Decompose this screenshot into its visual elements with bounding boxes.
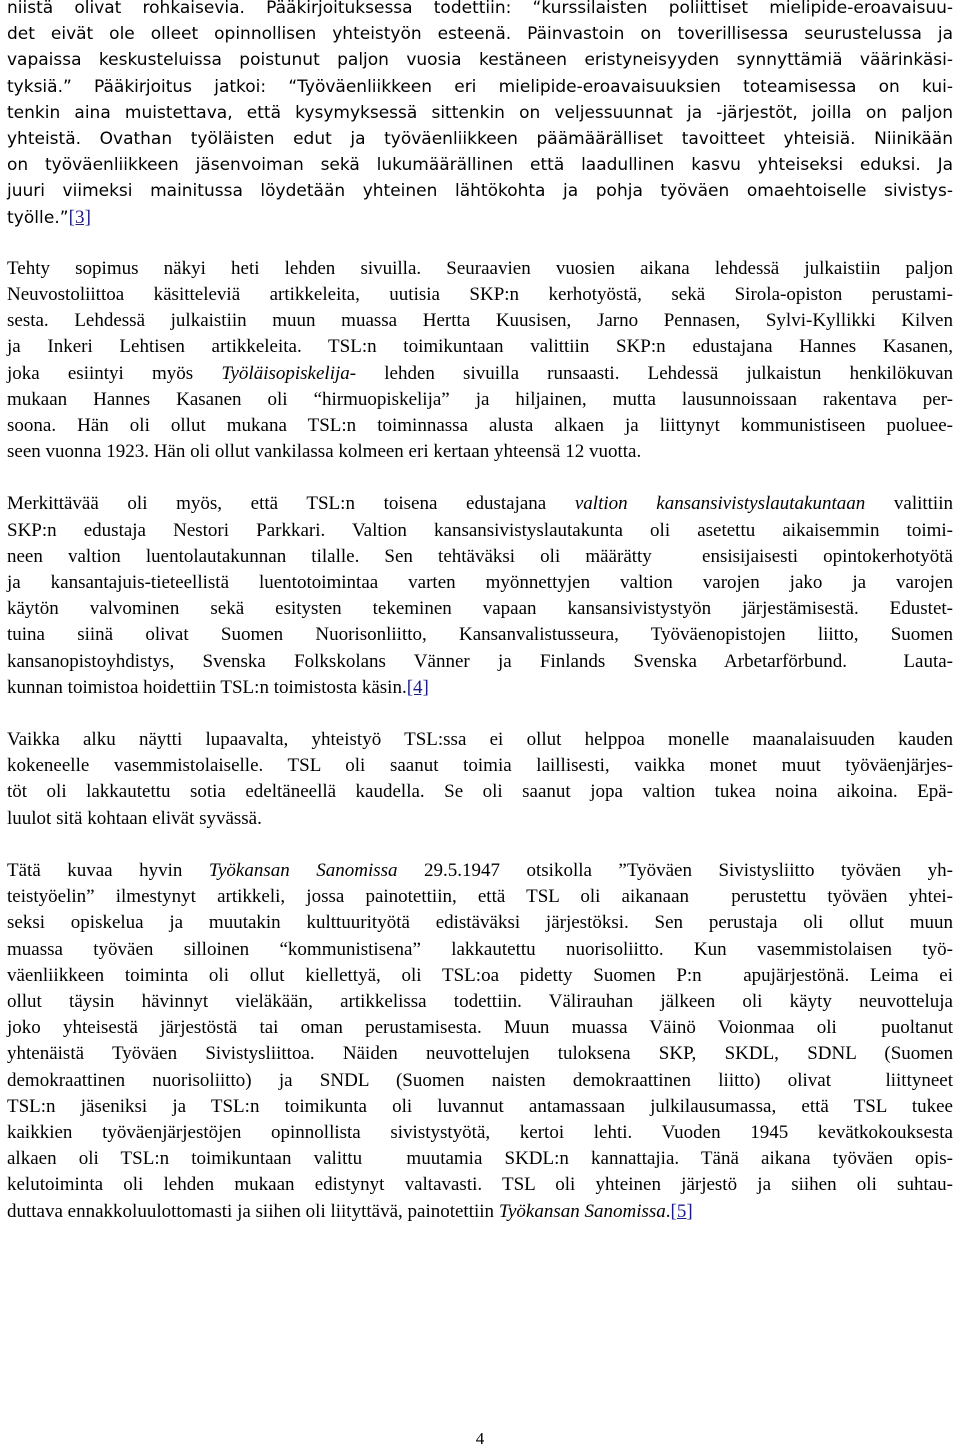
text-line: kaikkien työväenjärjestöjen opinnollista sivistystyötä, kertoi lehti. Vuoden 1945 kevätkokouksesta: [7, 1121, 953, 1143]
text-segment: -: [349, 362, 385, 384]
text-line: vapaissa keskusteluissa poistunut paljon vuosia kestäneen eristyneisyyden synnyttämiä väärinkäsi-: [7, 50, 953, 71]
text-line: Tehty sopimus näkyi heti lehden sivuilla. Seuraavien vuosien aikana lehdessä julkaistiin paljon: [7, 257, 953, 279]
text-line: [7, 361, 953, 387]
text-line: ja kansantajuis-tieteellistä luentotoimintaa varten myönnettyjen valtion varojen jako ja varojen: [7, 572, 953, 594]
footnote-link-4[interactable]: [4]: [406, 676, 429, 698]
text-line: kokeneelle vasemmistolaiselle. TSL oli saanut toimia laillisesti, vaikka monet muut työväenjärjes-: [7, 755, 953, 777]
text-line: Neuvostoliittoa käsitteleviä artikkeleita, uutisia SKP:n kerhotyöstä, sekä Sirola-opiston perustami-: [7, 284, 953, 306]
paragraph-4: [7, 727, 953, 832]
text-line: käytön valvominen sekä esitysten tekeminen vapaan kansansivistystyön järjestämisestä. Edustet-: [7, 598, 953, 620]
publication-title: Työläisopiskelija: [221, 362, 350, 384]
text-line: yhteistä. Ovathan työläisten edut ja työväenliikkeen päämäärälliset tavoitteet yhteisiä. Niinikään: [7, 129, 953, 150]
text-line: luulot sitä kohtaan elivät syvässä.: [7, 807, 262, 829]
text-line: töt oli lakkautettu sotia edeltäneellä kaudella. Se oli saanut jopa valtion tukea noina aikoina. Epä-: [7, 781, 953, 803]
text-line: teistyöelin” ilmestynyt artikkeli, jossa painotettiin, että TSL oli aikanaan perustettu työväen yhtei-: [7, 886, 953, 908]
text-segment: joka esiintyi myös: [7, 362, 222, 384]
text-line: juuri viimeksi mainitussa löydetään yhteinen lähtökohta ja pohja työväen omaehtoiselle sivistys-: [7, 181, 953, 202]
text-line: soona. Hän oli ollut mukana TSL:n toiminnassa alusta alkaen ja liittynyt kommunistiseen puoluee-: [7, 415, 953, 437]
text-line: yhtenäistä Työväen Sivistysliittoa. Näiden neuvottelujen tuloksena SKP, SKDL, SDNL (Suomen: [7, 1043, 953, 1065]
paragraph-2: [7, 256, 953, 466]
text-line: alkaen oli TSL:n toimikuntaan valittu muutamia SKDL:n kannattajia. Tänä aikana työväen opis-: [7, 1148, 953, 1170]
text-segment: Tätä kuvaa hyvin: [7, 859, 209, 881]
text-segment: valittiin: [865, 493, 953, 515]
text-segment: työlle.”: [7, 207, 69, 228]
text-line: neen valtion luentolautakunnan tilalle. Sen tehtäväksi oli määrätty ensisijaisesti opintokerhotyötä: [7, 545, 953, 567]
text-line: ollut täysin hävinnyt vieläkään, artikkelissa todettiin. Välirauhan jälkeen oli käyty neuvotteluja: [7, 990, 953, 1012]
text-line: demokraattinen nuorisoliitto) ja SNDL (Suomen naisten demokraattinen liitto) olivat liittyneet: [7, 1069, 953, 1091]
text-line: [7, 675, 953, 701]
text-segment: kunnan toimistoa hoidettiin TSL:n toimistosta käsin.: [7, 676, 407, 698]
document-page: [7, 0, 953, 1225]
text-line: det eivät ole olleet opinnollisen yhteistyön esteenä. Päinvastoin on toverillisessa seurustelussa ja: [7, 24, 953, 45]
text-line: niistä olivat rohkaisevia. Pääkirjoituksessa todettiin: “kurssilaisten poliittiset mielipide-eroavaisuu-: [7, 0, 953, 18]
text-segment: duttava ennakkoluulottomasti ja siihen oli liityttävä, painotettiin: [7, 1200, 499, 1222]
footnote-link-3[interactable]: [3]: [68, 206, 91, 228]
text-line: seen vuonna 1923. Hän oli ollut vankilassa kolmeen eri kertaan yhteensä 12 vuotta.: [7, 441, 642, 463]
text-line: [7, 1199, 953, 1225]
text-segment: .: [665, 1200, 671, 1222]
text-line: [7, 205, 953, 231]
paragraph-3: [7, 491, 953, 701]
text-line: joko yhteisestä järjestöstä tai oman perustamisesta. Muun muassa Väinö Voionmaa oli puoltanut: [7, 1017, 953, 1039]
footnote-link-5[interactable]: [5]: [670, 1200, 693, 1222]
paragraph-5: [7, 858, 953, 1225]
text-line: on työväenliikkeen jäsenvoiman sekä lukumäärällinen että laadullinen kasvu yhteiseksi eduksi. Ja: [7, 155, 953, 176]
text-line: [7, 491, 953, 517]
text-segment: lehden sivuilla runsaasti. Lehdessä julkaistun henkilökuvan: [384, 362, 954, 384]
publication-title: Työkansan Sanomissa: [498, 1200, 666, 1222]
text-line: kelutoiminta oli lehden mukaan edistynyt valtavasti. TSL oli yhteinen järjestö ja siihen oli suhtau-: [7, 1174, 953, 1196]
page-number: 4: [475, 1429, 485, 1448]
text-line: tuina siinä olivat Suomen Nuorisonliitto, Kansanvalistusseura, Työväenopistojen liitto, Suomen: [7, 624, 953, 646]
text-line: SKP:n edustaja Nestori Parkkari. Valtion kansansivistyslautakunta oli asetettu aikaisemmin toimi-: [7, 519, 953, 541]
text-line: TSL:n jäseniksi ja TSL:n toimikunta oli luvannut antamassaan julkilausumassa, että TSL tukee: [7, 1095, 953, 1117]
text-line: tyksiä.” Pääkirjoitus jatkoi: “Työväenliikkeen eri mielipide-eroavaisuuksien toteamisessa on kui-: [7, 76, 953, 97]
publication-title: Työkansan Sanomissa: [208, 859, 398, 881]
text-segment: 29.5.1947 otsikolla ”Työväen Sivistysliitto työväen yh-: [397, 859, 953, 881]
text-line: Vaikka alku näytti lupaavalta, yhteistyö TSL:ssa ei ollut helppoa monelle maanalaisuuden kauden: [7, 729, 953, 751]
text-line: sesta. Lehdessä julkaistiin muun muassa Hertta Kuusisen, Jarno Pennasen, Sylvi-Kyllikki Kilven: [7, 310, 953, 332]
text-line: muassa työväen silloinen “kommunistisena” lakkautettu nuorisoliitto. Kun vasemmistolaisen työ-: [7, 938, 953, 960]
text-line: seksi opiskelua ja muutakin kulttuurityötä edistäväksi järjestöksi. Sen perustaja oli ollut muun: [7, 912, 953, 934]
text-line: tenkin aina muistettava, että kysymyksessä sittenkin on veljessuunnat ja -järjestöt, joilla on paljon: [7, 102, 953, 123]
text-line: ja Inkeri Lehtisen artikkeleita. TSL:n toimikuntaan valittiin SKP:n edustajana Hannes Kasanen,: [7, 336, 953, 358]
emphasis-text: valtion kansansivistyslautakuntaan: [574, 493, 866, 515]
paragraph-1: [7, 0, 953, 231]
text-line: mukaan Hannes Kasanen oli “hirmuopiskelija” ja hiljainen, mutta lausunnoissaan rakentava per-: [7, 388, 953, 410]
text-line: väenliikkeen toiminta oli ollut kiellettyä, oli TSL:oa pidetty Suomen P:n apujärjestönä. Leima ei: [7, 964, 953, 986]
text-segment: Merkittävää oli myös, että TSL:n toisena edustajana: [7, 493, 575, 515]
text-line: [7, 858, 953, 884]
text-line: kansanopistoyhdistys, Svenska Folkskolans Vänner ja Finlands Svenska Arbetarförbund. Lauta-: [7, 650, 953, 672]
